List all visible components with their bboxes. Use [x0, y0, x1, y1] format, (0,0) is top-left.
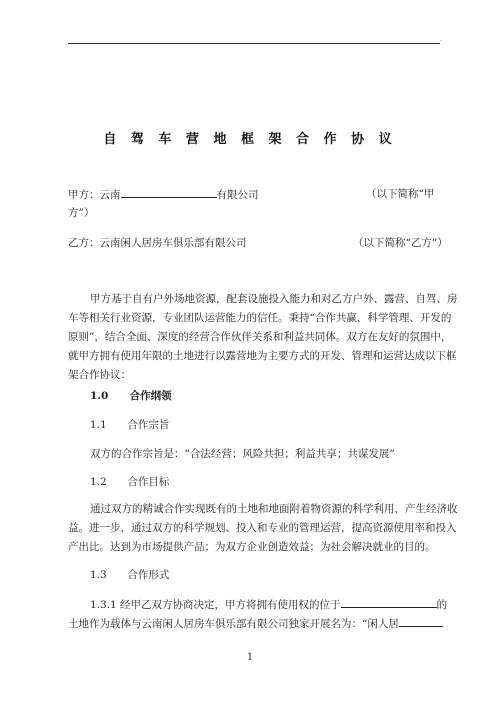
header-mark: .	[440, 36, 442, 43]
page-number: 1	[246, 652, 254, 663]
intro-line: 就甲方拥有使用年限的土地进行以露营地为主要方式的开发、管理和运营达成以下框	[68, 350, 457, 362]
clause-text: 1.3.1 经甲乙双方协商决定，甲方将拥有使用权的位于	[90, 599, 341, 611]
section-number: 1.3	[90, 569, 107, 581]
clause-text: 的	[436, 599, 448, 611]
section-number: 1.2	[90, 476, 107, 488]
section-label: 合作目标	[127, 476, 170, 488]
intro-line: 原则”，结合全面、深度的经营合作伙伴关系和利益共同体。双方在友好的氛围中，	[68, 331, 452, 343]
party-a-blank	[121, 187, 217, 198]
document-title: 自 驾 车 营 地 框 架 合 作 协 议	[103, 132, 397, 147]
party-a-prefix: 甲方：云南	[68, 189, 121, 201]
party-a-line	[68, 187, 259, 202]
section-1-1-heading	[90, 418, 169, 432]
section-label: 合作纲领	[129, 390, 172, 402]
section-1-0-heading	[90, 389, 172, 403]
party-a-suffix: 有限公司	[216, 189, 259, 201]
clause-1-3-1-line2	[68, 616, 443, 631]
party-a-alias-line1: （以下简称“甲	[366, 188, 435, 200]
goal-line: 益。进一步，通过双方的科学规划、投入和专业的管理运营，提高资源使用率和投入	[68, 522, 457, 534]
intro-line: 甲方基于自有户外场地资源，配套设施投入能力和对乙方户外、露营、自驾、房	[90, 293, 458, 305]
section-number: 1.1	[90, 419, 107, 431]
party-a-alias-line2: 方”）	[68, 207, 95, 219]
party-b-alias: （以下简称“乙方”）	[353, 237, 448, 249]
section-label: 合作形式	[127, 569, 170, 581]
goal-line: 产出比。达到为市场提供产品；为双方企业创造效益；为社会解决就业的目的。	[68, 541, 436, 553]
section-1-3-heading	[90, 568, 169, 582]
section-number: 1.0	[90, 390, 109, 402]
intro-line: 车等相关行业资源，专业团队运营能力的信任。秉持“合作共赢，科学管理、开发的	[68, 312, 452, 324]
name-blank	[399, 616, 443, 627]
section-label: 合作宗旨	[127, 419, 170, 431]
clause-text: 土地作为载体与云南闲人居房车俱乐部有限公司独家开展名为：“闲人居	[68, 618, 399, 630]
party-b-name: 乙方：云南闲人居房车俱乐部有限公司	[68, 237, 247, 249]
section-1-2-heading	[90, 475, 169, 489]
goal-line: 通过双方的精诚合作实现既有的土地和地面附着物资源的科学利用，产生经济收	[90, 503, 458, 515]
location-blank	[341, 597, 437, 608]
clause-1-3-1-line1	[90, 597, 447, 612]
purpose-text: 双方的合作宗旨是：“合法经营；风险共担；利益共享；共谋发展”	[90, 448, 395, 460]
header-rule	[68, 43, 440, 44]
intro-line: 架合作协议：	[68, 369, 131, 381]
